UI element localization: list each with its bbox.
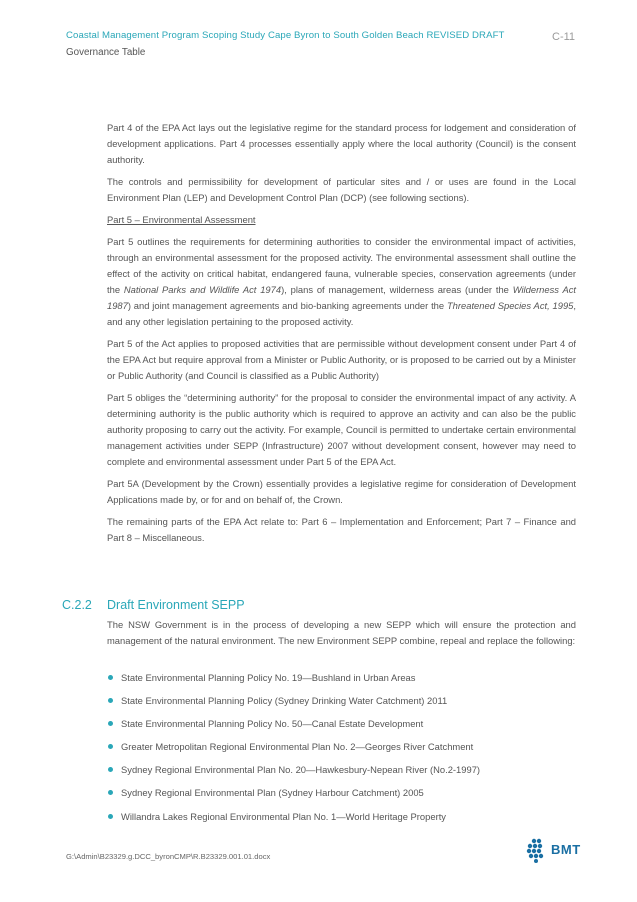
list-item [107,811,577,834]
footer-file-path: G:\Admin\B23329.g.DCC_byronCMP\R.B23329.001.01.docx [66,852,271,861]
bullet-icon [108,790,113,795]
bullet-icon [108,814,113,819]
list-item-text: State Environmental Planning Policy No. 19—Bushland in Urban Areas [121,672,416,683]
text: , and any other legislation pertaining to the proposed activity. [107,300,577,327]
bullet-list [107,672,577,834]
paragraph: Part 5 obliges the “determining authority” for the proposal to consider the environmental impact of any activity. A determining authority is the public authority which is required to approve an activity and can also be the public authority proposing to carry out the activity. For example, Council is permitted to undertake certain environmental management activities under SEPP (Infrastructure) 2007 without development consent, however may need to complete and environmental assessment under Part 5 of the EPA Act. [107,392,576,467]
section-title: Draft Environment SEPP [107,598,245,612]
list-item [107,741,577,764]
list-item-text: State Environmental Planning Policy (Sydney Drinking Water Catchment) 2011 [121,695,448,707]
paragraph: Part 4 of the EPA Act lays out the legislative regime for the standard process for lodgement and consideration of development applications. Part 4 processes essentially apply where the local authority (Council) is the consent authority. [107,122,576,165]
bullet-icon [108,675,113,680]
header-subtitle: Governance Table [66,47,146,58]
paragraph: The controls and permissibility for development of particular sites and / or uses are found in the Local Environment Plan (LEP) and Development Control Plan (DCP) (see following sections). [107,176,576,203]
list-item [107,787,577,810]
paragraph [107,234,576,330]
subheading [107,212,576,228]
list-item-text: Greater Metropolitan Regional Environmental Plan No. 2—Georges River Catchment [121,741,474,753]
bullet-icon [108,744,113,749]
paragraph: The remaining parts of the EPA Act relate to: Part 6 – Implementation and Enforcement; Part 7 – Finance and Part 8 – Miscellaneous. [107,516,576,543]
paragraph: Part 5A (Development by the Crown) essentially provides a legislative regime for consideration of Development Applications made by, or for and on behalf of, the Crown. [107,478,576,505]
section-body [107,617,576,649]
header-title: Coastal Management Program Scoping Study Cape Byron to South Golden Beach REVISED DRAFT [66,30,505,41]
act-name: Threatened Species Act, 1995 [446,300,574,311]
logo-text: BMT [551,842,581,857]
text: ) and joint management agreements and bio-banking agreements under the [127,300,447,311]
text: Part 5 outlines the requirements for determining authorities to consider the environmental impact of activities, through an environmental assessment for the proposed activity. The environmental assessment shall outline the effect of the activity on critical habitat, endangered fauna, vulnerable species, conservation agreements (under the [107,236,576,295]
page-number: C-11 [552,31,576,43]
list-item [107,695,577,718]
list-item-text: State Environmental Planning Policy No. 50—Canal Estate Development [121,718,424,730]
subheading-text: Part 5 – Environmental Assessment [107,214,256,225]
list-item-text: Sydney Regional Environmental Plan (Sydney Harbour Catchment) 2005 [121,787,424,799]
list-item-text: Sydney Regional Environmental Plan No. 20—Hawkesbury-Nepean River (No.2-1997) [121,764,481,776]
list-item [107,672,577,695]
section-number: C.2.2 [62,598,92,612]
bullet-icon [108,767,113,772]
list-item-text: Willandra Lakes Regional Environmental Plan No. 1—World Heritage Property [121,810,446,822]
body-text [107,120,576,552]
list-item [107,718,577,741]
text: ), plans of management, wilderness areas (under the [281,284,513,295]
act-name: Wilderness Act 1987 [107,284,576,311]
paragraph: The NSW Government is in the process of developing a new SEPP which will ensure the protection and management of the natural environment. The new Environment SEPP combine, repeal and replace the following: [107,619,576,646]
bullet-icon [108,721,113,726]
list-item [107,764,577,787]
paragraph: Part 5 of the Act applies to proposed activities that are permissible without development consent under Part 4 of the EPA Act but require approval from a Minister or Public Authority, or is proposed to be carried out by a Minister or Public Authority (and Council is classified as a Public Authority) [107,338,576,381]
act-name: National Parks and Wildlife Act 1974 [123,284,282,295]
bullet-icon [108,698,113,703]
